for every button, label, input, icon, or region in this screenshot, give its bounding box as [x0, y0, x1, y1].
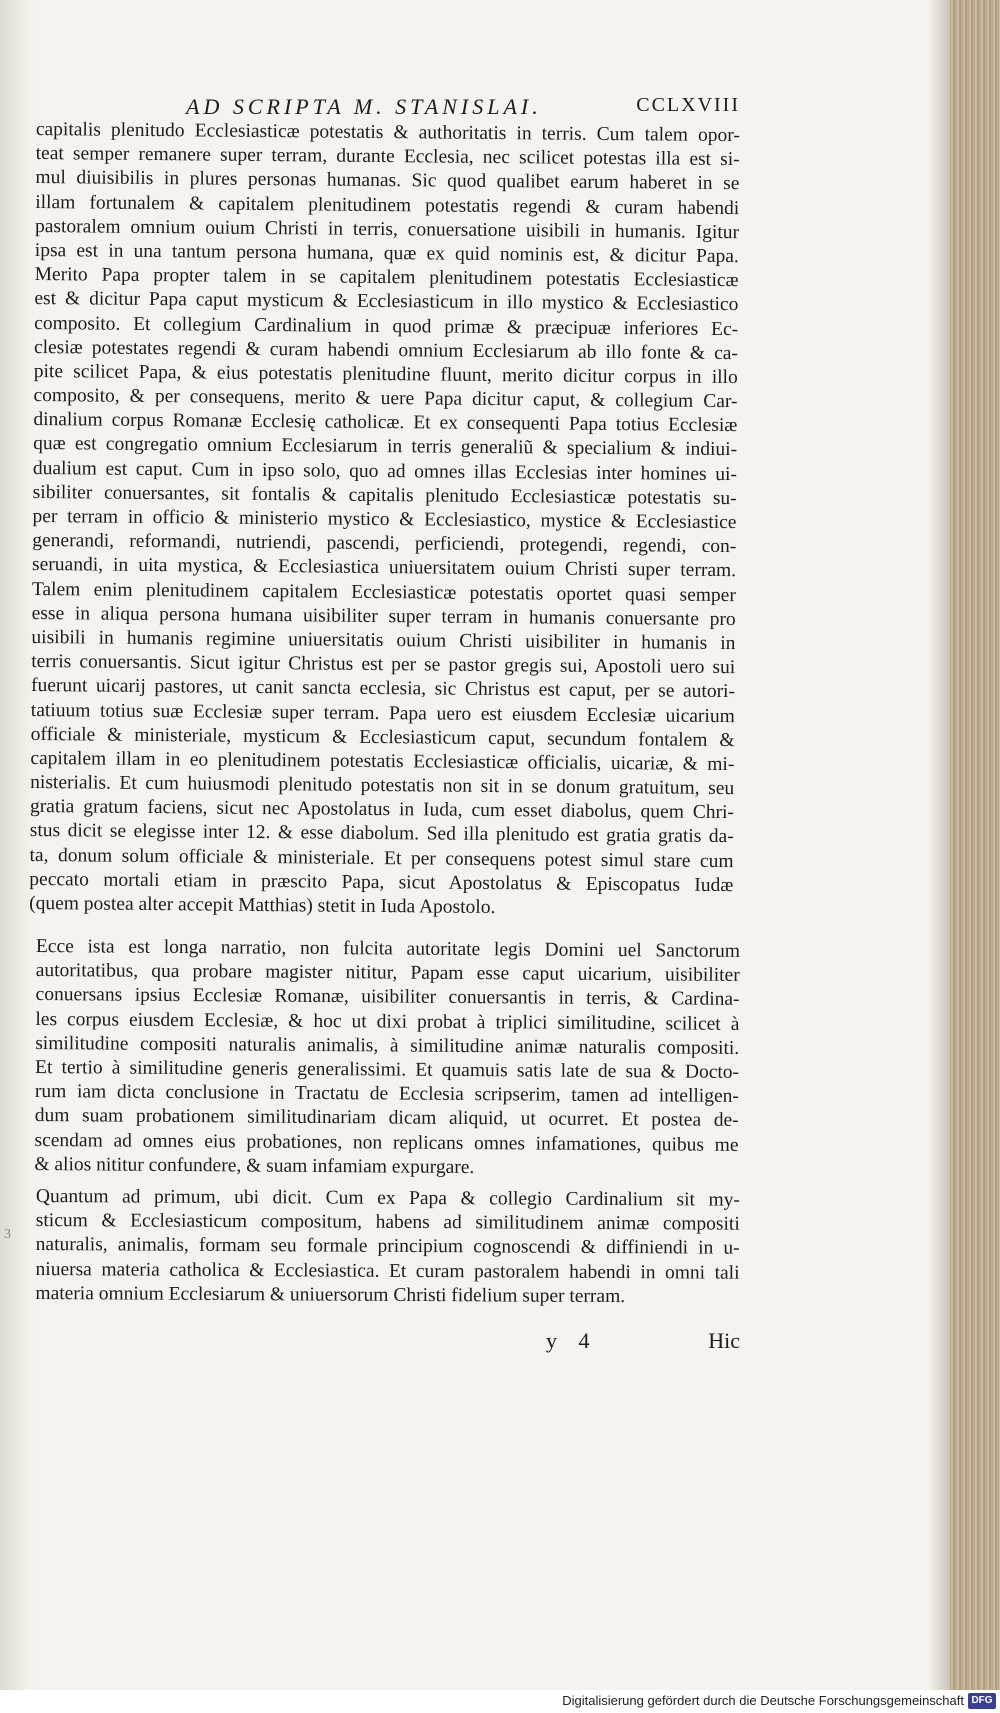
book-edge [950, 0, 1000, 1690]
text-line: dualium est caput. Cum in ipso solo, quo ad omnes illas Ecclesias inter homines ui- [32, 457, 738, 485]
text-line: sibiliter conuersantes, sit fontalis & capitalis plenitudo Ecclesiasticæ potestatis su- [32, 481, 737, 509]
text-line: teat semper remanere super terram, durante Ecclesia, nec scilicet potestas illa est si- [35, 143, 740, 171]
text-line: stus dicit se elegisse inter 12. & esse diabolum. Sed illa plenitudo est gratia gratis da- [29, 820, 734, 848]
page-footer [36, 1328, 740, 1358]
text-line: quæ est congregatio omnium Ecclesiarum in terris generaliũ & specialium & indiui- [33, 433, 738, 461]
text-line: Quantum ad primum, ubi dicit. Cum ex Papa & collegio Cardinalium sit my- [35, 1186, 740, 1211]
text-line: illam fortunalem & capitalem plenitudinem potestatis regendi & curam habendi [35, 191, 740, 219]
dfg-logo: DFG [968, 1693, 996, 1709]
text-line: per terram in officio & ministerio mystico & Ecclesiastico, mystice & Ecclesiastice [32, 505, 737, 534]
text-line: pastoralem omnium ouium Christi in terris, conuersatione uisibili in humanis. Igitur [34, 215, 740, 243]
text-line: naturalis, animalis, formam seu formale principium cognoscendi & diffiniendi in u- [35, 1234, 740, 1260]
text-line: Talem enim plenitudinem capitalem Ecclesiasticæ potestatis oportet quasi semper [31, 578, 736, 606]
printed-page [29, 90, 740, 1370]
page-curl-shadow [928, 0, 950, 1690]
text-line: capitalis plenitudo Ecclesiasticæ potestatis & authoritatis in terris. Cum talem opor- [35, 118, 740, 147]
running-title: AD SCRIPTA M. STANISLAI. [186, 94, 542, 119]
text-line: esse in aliqua persona humana uisibiliter super terram in humanis conuersante pro [31, 602, 736, 630]
text-line: terris conuersantis. Sicut igitur Christus est per se pastor gregis sui, Apostoli uero sui [31, 651, 736, 679]
text-line: niuersa materia catholica & Ecclesiastica. Et curam pastoralem habendi in omni tali [35, 1258, 740, 1284]
signature-mark: y 4 [546, 1328, 598, 1353]
text-line: conuersans ipsius Ecclesiæ Romanæ, uisibiliter conuersantis in terris, & Cardina- [35, 984, 740, 1011]
text-line: peccato mortali etiam in præscito Papa, sicut Apostolatus & Episcopatus Iudæ [29, 868, 734, 896]
text-line: capitalem illam in eo plenitudinem potestatis Ecclesiasticæ officialis, uicariæ, & mi- [30, 747, 735, 775]
text-line: materia omnium Ecclesiarum & uniuersorum Christi fidelium super terram. [35, 1282, 626, 1307]
text-line: & alios nititur confundere, & suam infamiam expurgare. [34, 1153, 475, 1178]
text-line: Ecce ista est longa narratio, non fulcita autoritate legis Domini uel Sanctorum [35, 936, 740, 962]
text-line: (quem postea alter accepit Matthias) stetit in Iuda Apostolo. [29, 892, 496, 919]
text-line: uisibili in humanis regimine uniuersitatis ouium Christi uisibiliter in humanis in [31, 626, 736, 655]
text-line: fuerunt uicarij pastores, ut canit sancta ecclesia, sic Christus est caput, per se autori- [30, 675, 736, 703]
text-line: clesiæ potestates regendi & curam habendi omnium Ecclesiarum ab illo fonte & ca- [33, 336, 739, 364]
text-line: generandi, reformandi, nutriendi, pascendi, perficiendi, protegendi, regendi, con- [32, 530, 737, 558]
text-line: similitudine compositi naturalis animalis, à similitudine animæ naturalis compositi. [35, 1032, 740, 1059]
digitization-credit-bar [0, 1690, 1000, 1713]
text-line: scendam ad omnes eius probationes, non replicans omnes infamationes, quibus me [34, 1129, 739, 1156]
text-line: seruandi, in uita mystica, & Ecclesiastica uniuersitatem ouium Christi super terram. [32, 554, 737, 582]
text-line: composito. Et collegium Cardinalium in quod primæ & præcipuæ inferiores Ec- [34, 312, 739, 340]
text-line: dinalium corpus Romanæ Ecclesię catholicæ. Et ex consequenti Papa totius Ecclesiæ [33, 409, 738, 437]
text-line: pite scilicet Papa, & eius potestatis plenitudine fluunt, merito dicitur corpus in illo [33, 360, 738, 389]
text-line: tatiuum totius suæ Ecclesiæ super terram. Papa uero est eiusdem Ecclesiæ uicarium [30, 699, 735, 727]
text-line: rum iam dicta conclusione in Tractatu de Ecclesia scripserim, tamen ad intelligen- [34, 1081, 739, 1108]
text-line: officiale & ministeriale, mysticum & Ecclesiasticum caput, secundum fontalem & [30, 723, 735, 751]
credit-text: Digitalisierung gefördert durch die Deutsche Forschungsgemeinschaft [562, 1693, 964, 1708]
paragraph-1 [29, 118, 740, 922]
text-line: sticum & Ecclesiasticum compositum, habens ad similitudinem animæ compositi [35, 1210, 740, 1235]
text-line: mul diuisibilis in plures personas humanas. Sic quod qualibet earum haberet in se [35, 167, 740, 195]
text-line: dum suam probationem similitudinariam dicam aliquid, ut ocurret. Et postea de- [34, 1105, 739, 1132]
text-line: est & dicitur Papa caput mysticum & Ecclesiasticum in illo mystico & Ecclesiastico [34, 288, 739, 316]
paragraph-3 [35, 1185, 740, 1310]
text-line: ipsa est in una tantum persona humana, quæ ex quid nominis est, & dicitur Papa. [34, 239, 739, 268]
text-line: composito, & per consequens, merito & uere Papa dicitur caput, & collegium Car- [33, 385, 738, 413]
catchword: Hic [708, 1328, 740, 1353]
text-line: les corpus eiusdem Ecclesiæ, & hoc ut dixi probat à triplici similitudine, scilicet à [35, 1008, 740, 1035]
folio-number: CCLXVIII [636, 94, 740, 116]
text-line: Et tertio à similitudine generis generalissimi. Et quamuis satis late de sua & Docto- [35, 1056, 740, 1083]
paragraph-2 [34, 935, 740, 1182]
text-line: ta, donum solum officiale & ministeriale. Et per consequens potest simul stare cum [29, 844, 734, 872]
text-line: autoritatibus, qua probare magister nititur, Papam esse caput uicarium, uisibiliter [35, 960, 740, 987]
text-line: gratia gratum faciens, sicut nec Apostolatus in Iuda, cum esset diabolus, quem Chri- [29, 796, 735, 824]
margin-mark: 3 [4, 1227, 11, 1242]
text-line: Merito Papa propter talem in se capitalem plenitudinem potestatis Ecclesiasticæ [34, 264, 739, 292]
text-line: nisterialis. Et cum huiusmodi plenitudo potestatis non sit in se donum gratuitum, seu [30, 772, 735, 800]
